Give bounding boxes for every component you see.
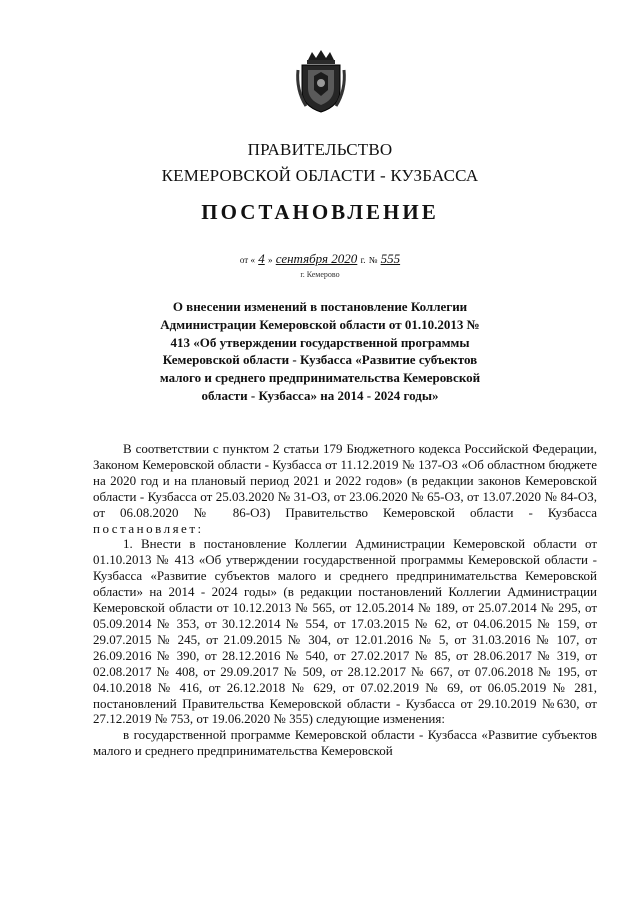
body-paragraph-3: в государственной программе Кемеровской области - Кузбасса «Развитие субъектов малого и среднего предпринимательства Кемеровской [93, 727, 597, 759]
document-number: 555 [380, 251, 401, 266]
date-day: 4 [258, 251, 265, 266]
date-year-suffix: г. [360, 255, 366, 265]
document-subject: О внесении изменений в постановление Коллегии Администрации Кемеровской области от 01.10.2013 № 413 «Об утверждении государственной программы Кемеровской области - Кузбасса «Развитие субъектов малого и среднего предпринимательства Кемеровской области - Кузбасса» на 2014 - 2024 годы» [159, 299, 481, 403]
date-month-year: сентября 2020 [275, 251, 358, 266]
body-paragraph-1 [93, 441, 597, 536]
number-prefix: № [368, 255, 378, 265]
date-prefix: от « [239, 255, 255, 265]
date-mid: » [267, 255, 273, 265]
document-dateline [0, 251, 640, 267]
body-paragraph-1-text: В соответствии с пунктом 2 статьи 179 Бюджетного кодекса Российской Федерации, Законом Кемеровской области - Кузбасса от 11.12.2019 № 137-ОЗ «Об областном бюджете на 2020 год и на плановый период 2021 и 2022 годов» (в редакции законов Кемеровской области - Кузбасса от 25.03.2020 № 31-ОЗ, от 23.06.2020 № 65-ОЗ, от 13.07.2020 № 84-ОЗ, от 06.08.2020 № 86-ОЗ) Правительство Кемеровской области - Кузбасса [93, 441, 597, 520]
government-name-line2: КЕМЕРОВСКОЙ ОБЛАСТИ - КУЗБАССА [161, 166, 479, 185]
resolves-word: постановляет: [93, 520, 204, 536]
body-paragraph-2: 1. Внести в постановление Коллегии Администрации Кемеровской области от 01.10.2013 № 413 «Об утверждении государственной программы Кемеровской области - Кузбасса «Развитие субъектов малого и среднего предпринимательства Кемеровской области» на 2014 - 2024 годы» (в редакции постановлений Коллегии Администрации Кемеровской области от 10.12.2013 № 565, от 12.05.2014 № 189, от 25.07.2014 № 295, от 05.09.2014 № 353, от 30.12.2014 № 554, от 17.03.2015 № 62, от 04.06.2015 № 159, от 29.07.2015 № 245, от 21.09.2015 № 304, от 12.01.2016 № 5, от 31.03.2016 № 107, от 26.09.2016 № 390, от 28.12.2016 № 540, от 27.02.2017 № 85, от 28.06.2017 № 319, от 02.08.2017 № 408, от 29.09.2017 № 509, от 28.12.2017 № 667, от 07.06.2018 № 195, от 04.10.2018 № 416, от 26.12.2018 № 629, от 07.02.2019 № 69, от 06.05.2019 № 281, постановлений Правительства Кемеровской области - Кузбасса от 29.10.2019 №630, от 27.12.2019 № 753, от 19.06.2020 № 355) следующие изменения: [93, 536, 597, 727]
city-label: г. Кемерово [300, 270, 340, 279]
document-type-title: ПОСТАНОВЛЕНИЕ [201, 200, 439, 224]
document-body [93, 441, 597, 759]
government-name-line1: ПРАВИТЕЛЬСТВО [247, 140, 393, 159]
coat-of-arms-emblem [294, 50, 348, 114]
